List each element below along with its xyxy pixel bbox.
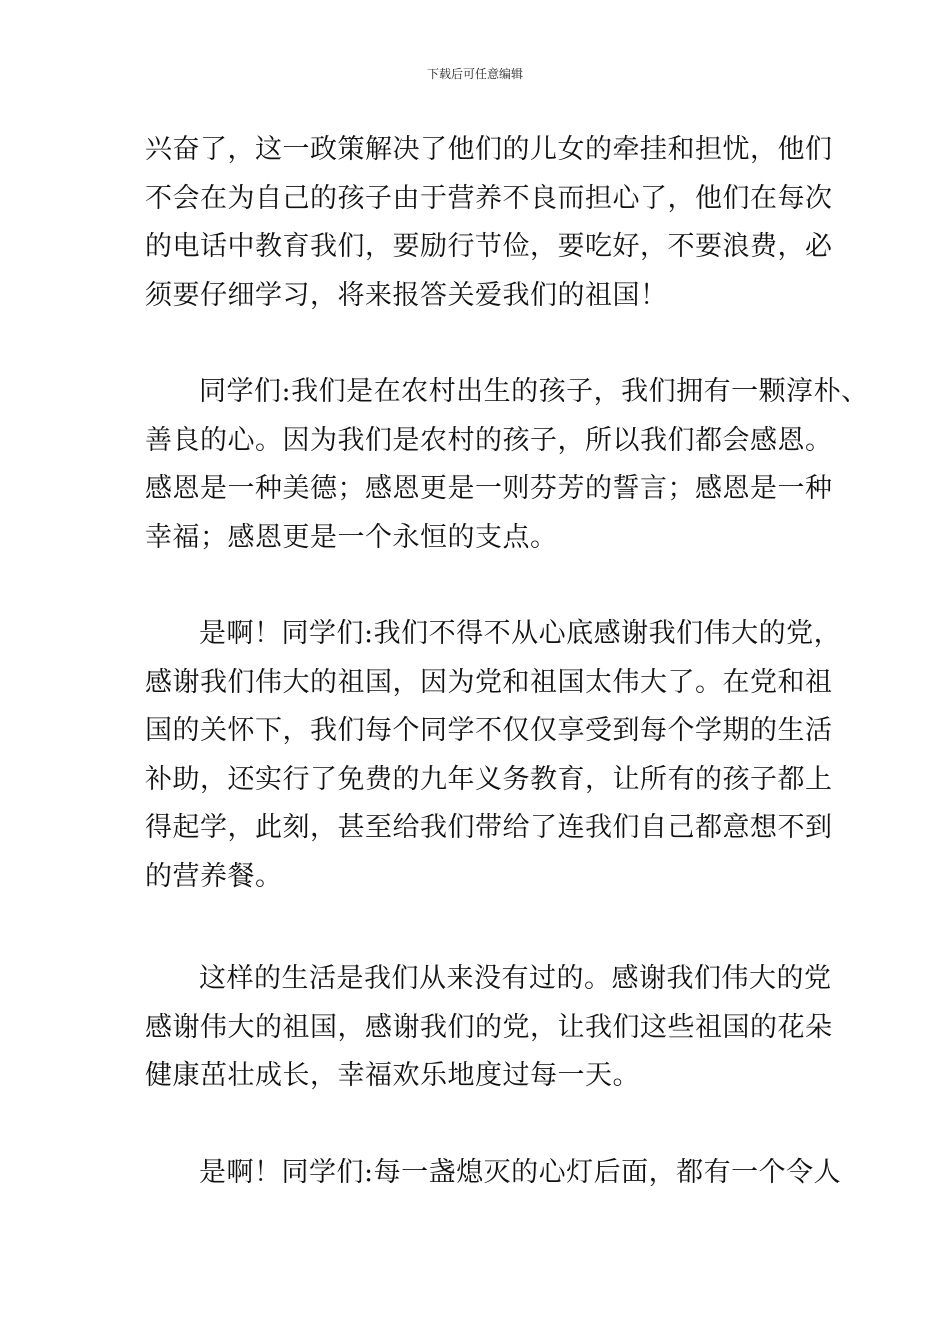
text-line: 这样的生活是我们从来没有过的。感谢我们伟大的党 bbox=[199, 963, 832, 994]
text-line: 感谢伟大的祖国，感谢我们的党，让我们这些祖国的花朵 bbox=[145, 1011, 833, 1043]
text-line: 国的关怀下，我们每个同学不仅仅享受到每个学期的生活 bbox=[145, 715, 833, 746]
text-line: 的电话中教育我们，要励行节俭，要吃好，不要浪费，必 bbox=[145, 231, 833, 262]
text-line: 兴奋了，这一政策解决了他们的儿女的牵挂和担忧，他们 bbox=[145, 134, 833, 165]
text-line: 的营养餐。 bbox=[145, 860, 283, 892]
paragraph-gap bbox=[145, 562, 835, 610]
paragraph-gap bbox=[145, 901, 835, 955]
text-line: 幸福；感恩更是一个永恒的支点。 bbox=[145, 521, 558, 553]
text-line: 得起学，此刻，甚至给我们带给了连我们自己都意想不到 bbox=[145, 812, 833, 843]
text-line: 补助，还实行了免费的九年义务教育，让所有的孩子都上 bbox=[145, 763, 833, 795]
text-line: 是啊！同学们:我们不得不从心底感谢我们伟大的党， bbox=[199, 618, 842, 649]
page-header: 下载后可任意编辑 bbox=[426, 67, 523, 81]
text-line: 不会在为自己的孩子由于营养不良而担心了，他们在每次 bbox=[145, 182, 833, 214]
text-line: 感恩是一种美德；感恩更是一则芬芳的誓言；感恩是一种 bbox=[145, 473, 833, 504]
paragraph-gap bbox=[145, 320, 835, 368]
text-line: 善良的心。因为我们是农村的孩子，所以我们都会感恩。 bbox=[145, 424, 833, 456]
text-line: 同学们:我们是在农村出生的孩子，我们拥有一颗淳朴、 bbox=[199, 376, 869, 407]
paragraph-gap bbox=[145, 1101, 835, 1149]
paragraph bbox=[145, 610, 842, 901]
document-body bbox=[145, 126, 869, 1197]
paragraph bbox=[145, 1149, 842, 1198]
paragraph bbox=[145, 368, 869, 562]
paragraph bbox=[145, 126, 835, 320]
text-line: 感谢我们伟大的祖国，因为党和祖国太伟大了。在党和祖 bbox=[145, 666, 833, 698]
paragraph bbox=[145, 955, 835, 1101]
text-line: 健康茁壮成长，幸福欢乐地度过每一天。 bbox=[145, 1060, 640, 1091]
text-line: 是啊！同学们:每一盏熄灭的心灯后面，都有一个令人 bbox=[199, 1156, 842, 1188]
text-line: 须要仔细学习，将来报答关爱我们的祖国！ bbox=[145, 279, 668, 311]
